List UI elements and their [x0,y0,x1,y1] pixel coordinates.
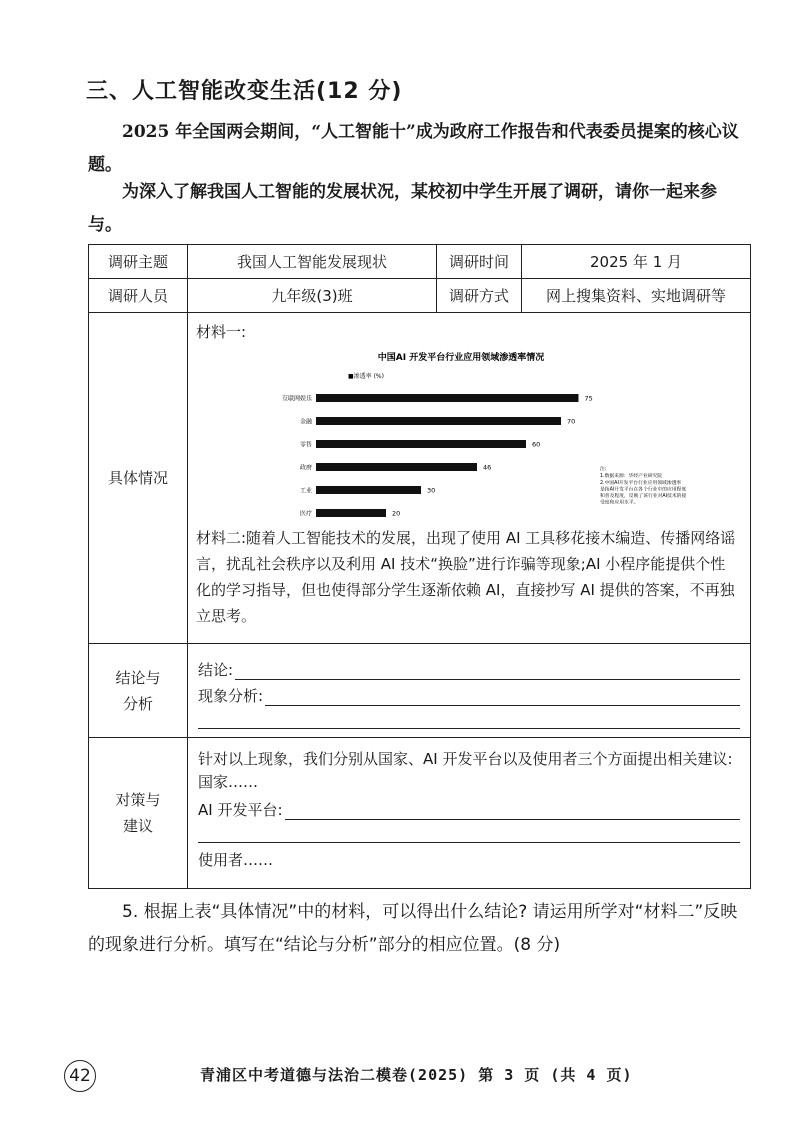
suggest-cell [188,738,751,889]
intro-paragraph-1: 2025 年全国两会期间，“人工智能十”成为政府工作报告和代表委员提案的核心议题。 [88,122,739,175]
question-5: 5. 根据上表“具体情况”中的材料，可以得出什么结论? 请运用所学对“材料二”反映的现象进行分析。填写在“结论与分析”部分的相应位置。(8 分) [88,902,738,955]
chart-value-label: 46 [483,463,492,472]
chart-legend: ■渗透率 (%) [348,373,384,380]
detail-label: 具体情况 [89,313,188,644]
chart-bar [316,417,561,425]
chart-bar [316,509,386,517]
chart-note: 2.中国AI开发平台行业应用领域渗透率是指AI开发平台在各个行业中的应用程度和普及程度，反映了该行业对AI技术的接受度和应用水平。 [600,481,686,506]
chart-title: 中国AI 开发平台行业应用领域渗透率情况 [377,353,545,363]
analysis-field-label: 现象分析: [198,687,264,705]
chart-bar [316,463,477,471]
bar-chart-svg [236,348,686,523]
platform-line[interactable] [198,794,740,820]
analysis-extra-line[interactable] [198,706,740,729]
page-number-badge: 42 [64,1060,96,1092]
survey-table [88,244,751,889]
chart-category-label: 政府 [299,464,312,472]
page-footer: 青浦区中考道德与法治二模卷(2025) 第 3 页 (共 4 页) [200,1066,633,1084]
conclusion-line[interactable] [198,654,740,680]
chart-note: 注: [600,467,607,472]
method-label: 调研方式 [437,279,522,313]
chart-bar [316,440,526,448]
conclusion-field-label: 结论: [198,661,234,679]
suggest-intro: 针对以上现象，我们分别从国家、AI 开发平台以及使用者三个方面提出相关建议: [198,750,733,768]
chart-category-label: 医疗 [299,510,312,518]
intro-paragraph-2: 为深入了解我国人工智能的发展状况，某校初中学生开展了调研，请你一起来参与。 [88,182,717,235]
chart-category-label: 零售 [299,441,312,449]
topic-value: 我国人工智能发展现状 [188,245,437,279]
penetration-chart [236,348,686,523]
detail-cell [188,313,751,644]
analysis-line[interactable] [198,680,740,706]
chart-bar [316,486,421,494]
chart-value-label: 60 [532,440,541,449]
section-title: 三、人工智能改变生活(12 分) [86,79,403,104]
suggest-country: 国家…… [198,773,259,791]
time-value: 2025 年 1 月 [522,245,751,279]
chart-value-label: 70 [567,417,576,426]
chart-category-label: 金融 [299,418,312,426]
platform-field-label: AI 开发平台: [198,801,283,819]
chart-bar [316,394,579,402]
people-label: 调研人员 [89,279,188,313]
method-value: 网上搜集资料、实地调研等 [522,279,751,313]
chart-note: 1.数据来源：华经产业研究院 [600,474,663,479]
chart-value-label: 30 [427,486,436,495]
suggest-user: 使用者…… [198,851,274,869]
platform-extra-line[interactable] [198,820,740,843]
time-label: 调研时间 [437,245,522,279]
topic-label: 调研主题 [89,245,188,279]
material-2: 材料二:随着人工智能技术的发展，出现了使用 AI 工具移花接木编造、传播网络谣言，扰乱社会秩序以及利用 AI 技术“换脸”进行诈骗等现象;AI 小程序能提供个性化的学习指导，但也使得部分学生逐渐依赖 AI，直接抄写 AI 提供的答案，不再独立思考。 [196,529,736,625]
people-value: 九年级(3)班 [188,279,437,313]
chart-value-label: 75 [584,394,593,403]
conclusion-label: 结论与 分析 [89,644,188,738]
material-1-label: 材料一: [196,323,247,341]
conclusion-cell [188,644,751,738]
chart-category-label: 互联网娱乐 [281,395,312,403]
chart-value-label: 20 [392,509,401,518]
chart-category-label: 工业 [299,487,312,495]
suggest-label: 对策与 建议 [89,738,188,889]
